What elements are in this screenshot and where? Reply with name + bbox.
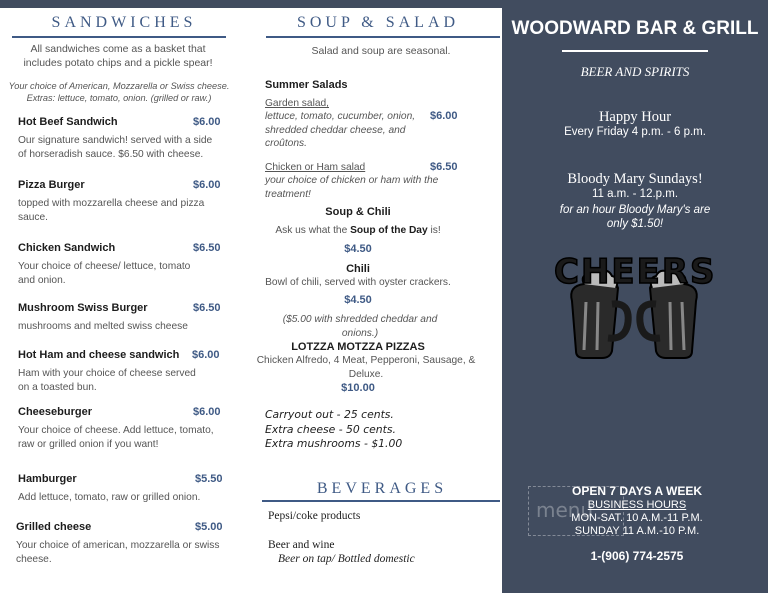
menu-item-name: Grilled cheese xyxy=(16,521,92,533)
soup-price: $4.50 xyxy=(344,243,372,255)
bloody-mary-title: Bloody Mary Sundays! xyxy=(567,171,703,187)
pizza-price: $10.00 xyxy=(341,382,375,394)
restaurant-name: WOODWARD BAR & GRILL xyxy=(511,18,759,39)
soup-salad-title: SOUP & SALAD xyxy=(296,14,460,31)
info-panel xyxy=(502,8,768,593)
soup-day-suffix: is! xyxy=(430,225,441,236)
happy-hour-time: Every Friday 4 p.m. - 6 p.m. xyxy=(564,126,706,138)
bloody-mary-note: for an hour Bloody Mary's are only $1.50! xyxy=(559,204,711,230)
menu-item-name: Mushroom Swiss Burger xyxy=(18,302,148,314)
menu-item-desc: Your choice of american, mozzarella or swiss cheese. xyxy=(16,540,220,565)
menu-item-price: $5.00 xyxy=(195,521,223,533)
pizza-heading: LOTZZA MOTZZA PIZZAS xyxy=(291,341,425,353)
sandwiches-rule xyxy=(12,36,226,38)
menu-item-name: Hamburger xyxy=(18,473,77,485)
beverage-beer-sub: Beer on tap/ Bottled domestic xyxy=(278,553,415,565)
chicken-salad-desc: your choice of chicken or ham with the treatment! xyxy=(265,175,439,200)
cheers-logo xyxy=(554,246,717,376)
chili-heading: Chili xyxy=(346,263,370,275)
beverage-pop: Pepsi/coke products xyxy=(268,510,361,522)
extra-mushrooms: Extra mushrooms - $1.00 xyxy=(265,437,403,450)
soup-day-bold: Soup of the Day xyxy=(350,225,428,236)
menu-item-name: Hot Ham and cheese sandwich xyxy=(18,349,180,361)
menu-item-desc: Our signature sandwich! served with a side of horseradish sauce. $6.50 with cheese. xyxy=(18,135,213,160)
beverage-beer-wine: Beer and wine xyxy=(268,539,335,551)
top-bar xyxy=(0,0,768,8)
menu-item-price: $6.00 xyxy=(193,179,221,191)
menu-item-price: $6.00 xyxy=(193,116,221,128)
bloody-mary-time: 11 a.m. - 12.p.m. xyxy=(591,188,679,200)
menu-item-name: Cheeseburger xyxy=(18,406,92,418)
menu-item-name: Pizza Burger xyxy=(18,179,85,191)
menu-item-price: $6.00 xyxy=(193,406,221,418)
extra-cheese: Extra cheese - 50 cents. xyxy=(265,422,396,436)
sandwiches-choice-note: Your choice of American, Mozzarella or Swiss cheese. Extras: lettuce, tomato, onion. (grilled or raw.) xyxy=(8,81,230,103)
cheers-text: CHEERS xyxy=(554,252,717,292)
summer-salads-heading: Summer Salads xyxy=(265,79,348,91)
phone-number[interactable]: 1-(906) 774-2575 xyxy=(590,549,684,563)
chicken-salad-name: Chicken or Ham salad xyxy=(265,162,366,173)
menu-item-price: $5.50 xyxy=(195,473,223,485)
menu-item-name: Chicken Sandwich xyxy=(18,242,116,254)
menu-item-desc: Your choice of cheese/ lettuce, tomato and onion. xyxy=(18,261,191,286)
soup-salad-rule xyxy=(266,36,500,38)
menu-item-desc: Ham with your choice of cheese served on a toasted bun. xyxy=(18,368,196,393)
garden-salad-price: $6.00 xyxy=(430,110,458,122)
watermark-text: menu xyxy=(536,498,594,522)
tagline: BEER AND SPIRITS xyxy=(580,64,690,79)
menu-item-desc: mushrooms and melted swiss cheese xyxy=(18,321,188,332)
menu-item-desc: topped with mozzarella cheese and pizza sauce. xyxy=(18,198,205,223)
menu-item-price: $6.50 xyxy=(193,302,221,314)
menu-item-desc: Your choice of cheese. Add lettuce, tomato, raw or grilled onion if you want! xyxy=(18,425,214,450)
soup-day-prefix: Ask us what the xyxy=(275,225,348,236)
soup-salad-intro: Salad and soup are seasonal. xyxy=(311,45,451,57)
beverages-rule xyxy=(262,500,500,502)
happy-hour-title: Happy Hour xyxy=(598,109,672,125)
extra-carryout: Carryout out - 25 cents. xyxy=(265,408,394,421)
soup-chili-heading: Soup & Chili xyxy=(325,206,391,218)
pizza-desc: Chicken Alfredo, 4 Meat, Pepperoni, Sausage, & Deluxe. xyxy=(256,355,476,380)
menu-item-name: Hot Beef Sandwich xyxy=(18,116,118,128)
chili-note: ($5.00 with shredded cheddar and onions.) xyxy=(282,314,438,339)
menu-item-desc: Add lettuce, tomato, raw or grilled onion. xyxy=(18,492,201,503)
sandwiches-title: SANDWICHES xyxy=(51,14,197,31)
soup-of-day-line xyxy=(256,224,460,238)
chili-price: $4.50 xyxy=(344,294,372,306)
hours-weekdays: MON-SAT. 10 A.M.-11 P.M. xyxy=(571,512,703,524)
panel-rule xyxy=(562,50,708,52)
menu-item-price: $6.50 xyxy=(193,242,221,254)
open-days: OPEN 7 DAYS A WEEK xyxy=(571,484,703,498)
chicken-salad-price: $6.50 xyxy=(430,161,458,173)
menu-item-price: $6.00 xyxy=(192,349,220,361)
hours-sunday: SUNDAY 11 A.M.-10 P.M. xyxy=(574,525,700,537)
sandwiches-intro: All sandwiches come as a basket that includes potato chips and a pickle spear! xyxy=(23,43,213,69)
extras-list xyxy=(265,408,402,452)
garden-salad-desc: lettuce, tomato, cucumber, onion, shredded cheddar cheese, and croûtons. xyxy=(265,111,416,149)
garden-salad-name: Garden salad, xyxy=(265,98,329,109)
beverages-title: BEVERAGES xyxy=(316,480,448,497)
business-hours-label: BUSINESS HOURS xyxy=(587,499,687,511)
chili-desc: Bowl of chili, served with oyster crackers. xyxy=(265,277,451,288)
